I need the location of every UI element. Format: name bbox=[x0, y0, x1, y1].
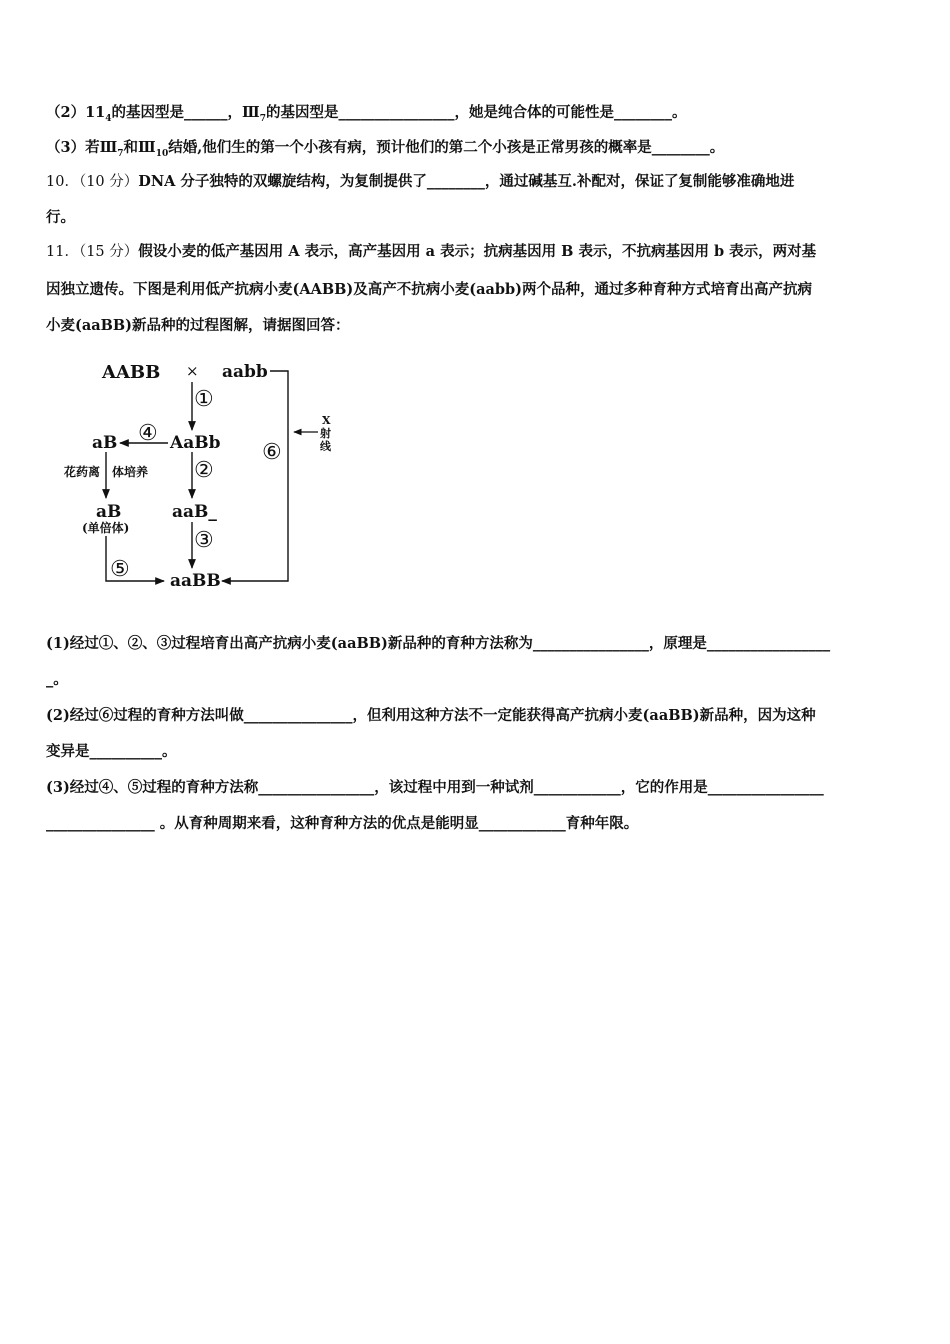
parent-aabb-high: aabb bbox=[222, 362, 268, 382]
step-3-label: ③ bbox=[194, 528, 214, 553]
a3-line2: _______________ 。从育种周期来看，这种育种方法的优点是能明显____________育种年限。 bbox=[46, 815, 639, 832]
q3-sub-a: 7 bbox=[117, 148, 124, 159]
q11-number: 11． bbox=[46, 244, 79, 260]
q2-text-c: 的基因型是________________，她是纯合体的可能性是________。 bbox=[265, 104, 687, 121]
q3-sub-b: 10 bbox=[155, 148, 169, 159]
q2-label: （2） bbox=[46, 104, 86, 121]
q10-text: DNA 分子独特的双螺旋结构，为复制提供了________，通过碱基互.补配对，保证了复制能够准确地进 bbox=[138, 173, 795, 190]
q11-score: （15 分） bbox=[78, 244, 139, 260]
xray-label-2: 射 bbox=[320, 427, 331, 440]
step-5-label: ⑤ bbox=[110, 557, 130, 582]
q3-text-a: 若Ⅲ bbox=[85, 139, 118, 156]
step-6-label: ⑥ bbox=[262, 440, 282, 465]
final-label: aaBB bbox=[170, 571, 221, 591]
step2-product-label: aaB_ bbox=[172, 502, 217, 522]
q2-text-a: 11 bbox=[85, 104, 106, 121]
q11-line3: 小麦(aaBB)新品种的过程图解，请据图回答： bbox=[46, 317, 350, 334]
xray-label-3: 线 bbox=[320, 440, 331, 453]
q10-number: 10． bbox=[46, 174, 79, 190]
q11-text: 假设小麦的低产基因用 A 表示，高产基因用 a 表示；抗病基因用 B 表示，不抗病基因用 b 表示，两对基 bbox=[138, 243, 817, 260]
a2-line2: 变异是__________。 bbox=[46, 743, 177, 760]
q2-line bbox=[46, 103, 686, 129]
q3-text-b: 和Ⅲ bbox=[123, 139, 156, 156]
xray-label-1: X bbox=[322, 414, 331, 427]
q11-line1 bbox=[46, 242, 816, 262]
q10-score: （10 分） bbox=[78, 174, 139, 190]
q2-text-b: 的基因型是______，Ⅲ bbox=[111, 104, 260, 121]
a2-line1: (2)经过⑥过程的育种方法叫做_______________，但利用这种方法不一定能获得高产抗病小麦(aaBB)新品种，因为这种 bbox=[46, 707, 816, 724]
q10-line1 bbox=[46, 172, 794, 192]
a1-line1: (1)经过①、②、③过程培育出高产抗病小麦(aaBB)新品种的育种方法称为________________，原理是_________________ bbox=[46, 635, 831, 652]
a1-line2: _。 bbox=[46, 671, 68, 688]
parent-aabb-low: AABB bbox=[102, 362, 161, 383]
q10-line2: 行。 bbox=[46, 209, 75, 226]
step-4-label: ④ bbox=[138, 421, 158, 446]
q3-line bbox=[46, 138, 724, 164]
cross-symbol: × bbox=[186, 362, 199, 380]
f1-label: AaBb bbox=[170, 433, 221, 453]
step-1-label: ① bbox=[194, 387, 214, 412]
arrow-step6 bbox=[222, 371, 288, 581]
haploid-note: (单倍体) bbox=[82, 521, 130, 535]
a3-line1: (3)经过④、⑤过程的育种方法称________________，该过程中用到一种试剂____________，它的作用是________________ bbox=[46, 779, 824, 796]
step-2-label: ② bbox=[194, 458, 214, 483]
breeding-diagram bbox=[60, 352, 360, 602]
anther-culture-left: 花药离 bbox=[64, 465, 101, 479]
q2-sub-b: 7 bbox=[259, 113, 266, 124]
gamete-label: aB bbox=[92, 433, 118, 453]
q11-line2: 因独立遗传。下图是利用低产抗病小麦(AABB)及高产不抗病小麦(aabb)两个品种，通过多种育种方式培育出高产抗病 bbox=[46, 281, 813, 298]
anther-culture-right: 体培养 bbox=[112, 465, 149, 479]
q2-sub-a: 4 bbox=[105, 113, 112, 124]
q3-label: （3） bbox=[46, 139, 86, 156]
q3-text-c: 结婚,他们生的第一个小孩有病，预计他们的第二个小孩是正常男孩的概率是________。 bbox=[168, 139, 725, 156]
haploid-label: aB bbox=[96, 502, 122, 522]
